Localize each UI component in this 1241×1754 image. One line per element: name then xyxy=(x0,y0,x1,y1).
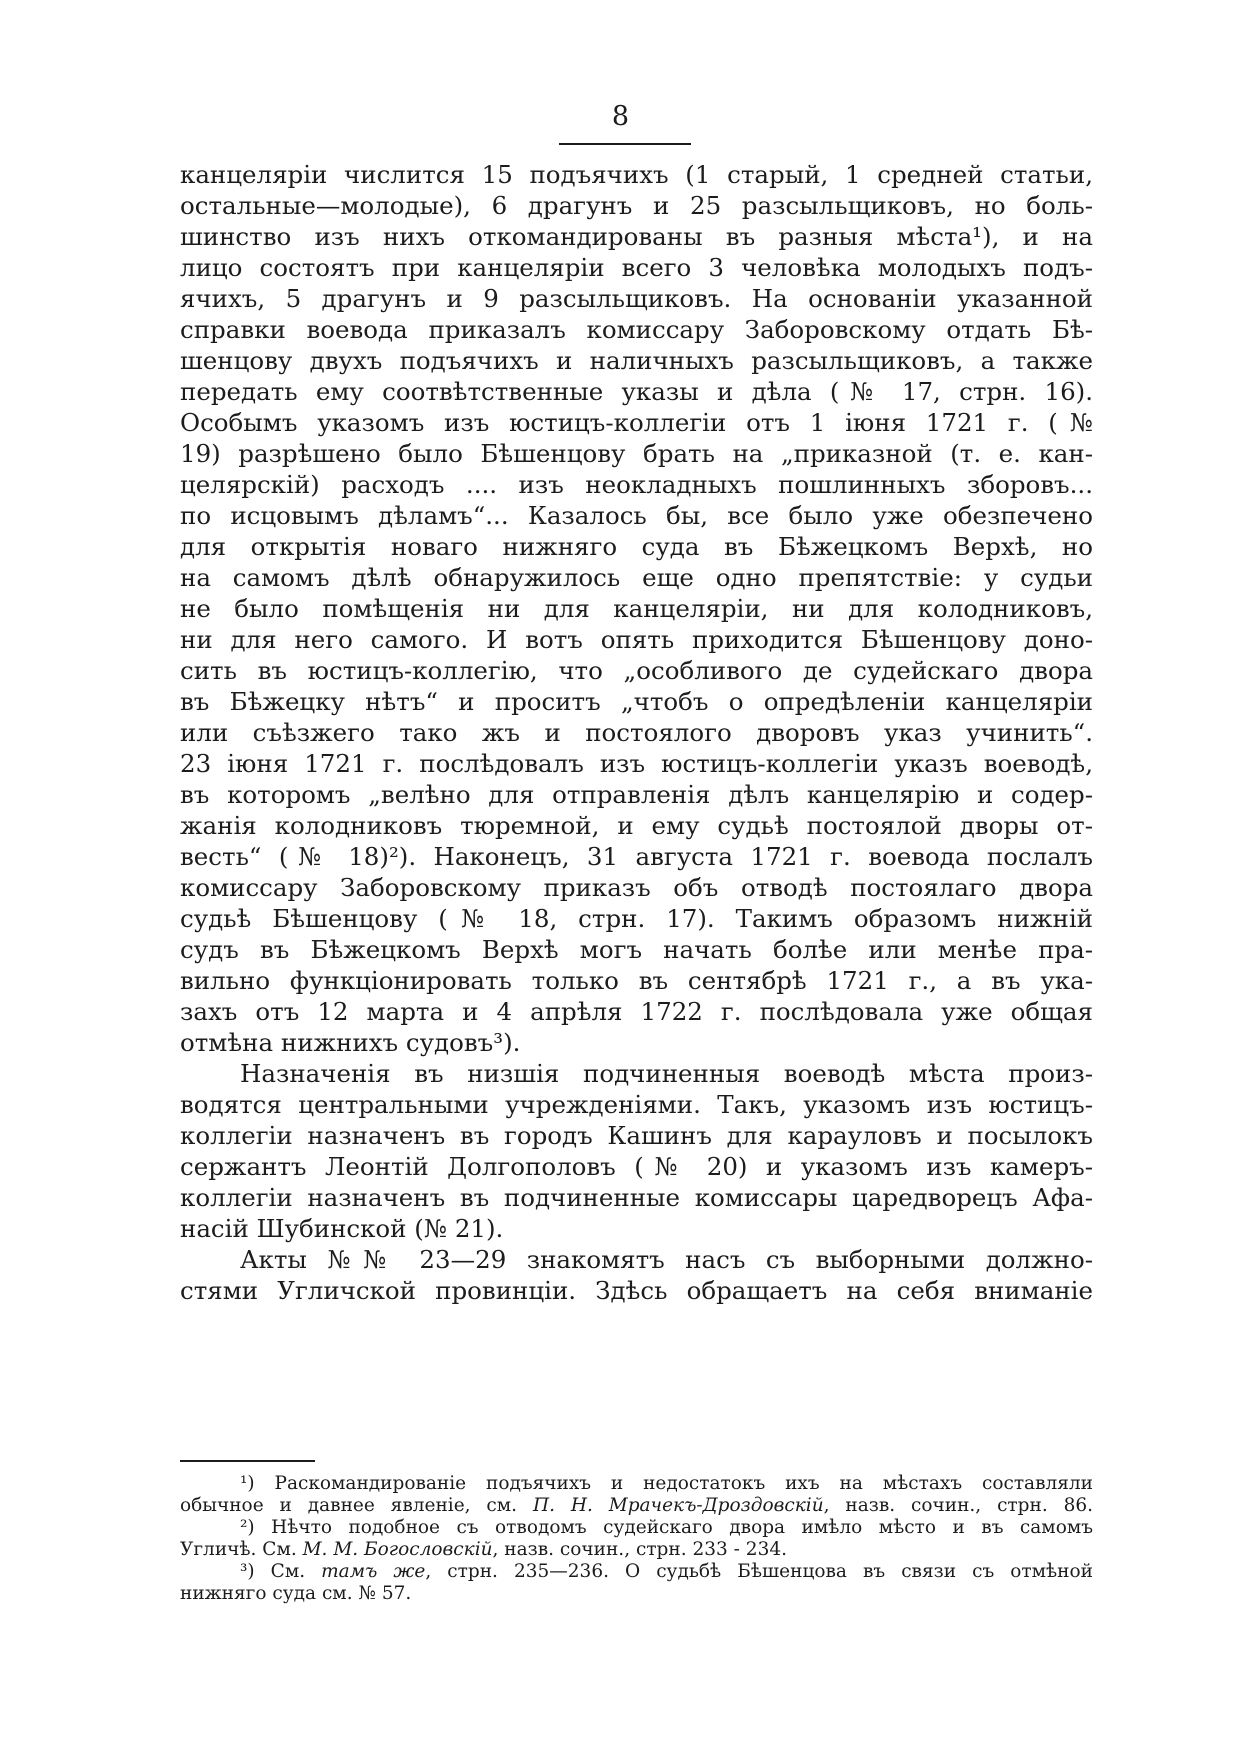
text-line: комиссару Заборовскому приказъ объ отводѣ постоялаго двора xyxy=(180,873,1093,902)
footnote-author: М. М. Богословскій xyxy=(302,1539,493,1560)
text-line: не было помѣщенія ни для канцеляріи, ни для колодниковъ, xyxy=(180,594,1093,623)
text-line: Особымъ указомъ изъ юстицъ-коллегіи отъ 1 іюня 1721 г. (№ xyxy=(180,408,1093,437)
text-line: сержантъ Леонтій Долгополовъ (№ 20) и указомъ изъ камеръ- xyxy=(180,1152,1093,1181)
text-line: Назначенія въ низшія подчиненныя воеводѣ мѣста произ- xyxy=(240,1059,1093,1088)
text-line: стями Угличской провинціи. Здѣсь обращаетъ на себя вниманіе xyxy=(180,1276,1093,1305)
footnote-2: ²) Нѣчто подобное съ отводомъ судейскаго двора имѣло мѣсто и въ самомъ xyxy=(240,1517,1093,1538)
footnote-rule xyxy=(180,1460,315,1462)
text-line: судьѣ Бѣшенцову (№ 18, стрн. 17). Такимъ образомъ нижній xyxy=(180,904,1093,933)
text-line: весть“ (№ 18)²). Наконецъ, 31 августа 1721 г. воевода послалъ xyxy=(180,842,1093,871)
footnote-text: ³) См. xyxy=(240,1561,322,1582)
page-number-rule xyxy=(559,143,691,145)
text-line: Акты №№ 23—29 знакомятъ насъ съ выборными должно- xyxy=(240,1245,1093,1274)
text-line: захъ отъ 12 марта и 4 апрѣля 1722 г. послѣдовала уже общая xyxy=(180,997,1093,1026)
footnote-3 xyxy=(240,1561,1093,1583)
text-line: для открытія новаго нижняго суда въ Бѣжецкомъ Верхѣ, но xyxy=(180,532,1093,561)
footnote-text: , назв. сочин., стрн. 233 - 234. xyxy=(492,1539,787,1560)
footnote-1: ¹) Раскомандированіе подъячихъ и недостатокъ ихъ на мѣстахъ составляли xyxy=(240,1473,1093,1494)
footnote-text: Угличѣ. См. xyxy=(180,1539,303,1560)
text-line: водятся центральными учрежденіями. Такъ, указомъ изъ юстицъ- xyxy=(180,1090,1093,1119)
text-line: лицо состоятъ при канцеляріи всего 3 человѣка молодыхъ подъ- xyxy=(180,253,1093,282)
footnote-3-cont: нижняго суда см. № 57. xyxy=(180,1583,412,1604)
text-line: насій Шубинской (№ 21). xyxy=(180,1214,504,1243)
text-line: вильно функціонировать только въ сентябрѣ 1721 г., а въ ука- xyxy=(180,966,1093,995)
text-line: или съѣзжего тако жъ и постоялого дворовъ указ учинить“. xyxy=(180,718,1093,747)
text-line: справки воевода приказалъ комиссару Заборовскому отдать Бѣ- xyxy=(180,315,1093,344)
text-line: жанія колодниковъ тюремной, и ему судьѣ постоялой дворы от- xyxy=(180,811,1093,840)
text-line: шенцову двухъ подъячихъ и наличныхъ разсыльщиковъ, а также xyxy=(180,346,1093,375)
text-line: 19) разрѣшено было Бѣшенцову брать на „приказной (т. е. кан- xyxy=(180,439,1093,468)
text-line: 23 іюня 1721 г. послѣдовалъ изъ юстицъ-коллегіи указъ воеводѣ, xyxy=(180,749,1093,778)
text-line: по исцовымъ дѣламъ“... Казалось бы, все было уже обезпечено xyxy=(180,501,1093,530)
text-line: ни для него самого. И вотъ опять приходится Бѣшенцову доно- xyxy=(180,625,1093,654)
text-line: въ Бѣжецку нѣтъ“ и проситъ „чтобъ о опредѣленіи канцеляріи xyxy=(180,687,1093,716)
footnote-2-cont xyxy=(180,1539,787,1561)
text-line: передать ему соотвѣтственные указы и дѣла (№ 17, стрн. 16). xyxy=(180,377,1093,406)
footnote-ref: тамъ же xyxy=(321,1561,426,1582)
text-line: остальные—молодые), 6 драгунъ и 25 разсыльщиковъ, но боль- xyxy=(180,191,1093,220)
text-line: коллегіи назначенъ въ городъ Кашинъ для карауловъ и посылокъ xyxy=(180,1121,1093,1150)
footnote-1-cont xyxy=(180,1495,1093,1517)
text-line: ячихъ, 5 драгунъ и 9 разсыльщиковъ. На основаніи указанной xyxy=(180,284,1093,313)
text-line: целярскій) расходъ .... изъ неокладныхъ пошлинныхъ зборовъ... xyxy=(180,470,1093,499)
text-line: коллегіи назначенъ въ подчиненные комиссары царедворецъ Афа- xyxy=(180,1183,1093,1212)
text-line: въ которомъ „велѣно для отправленія дѣлъ канцелярію и содер- xyxy=(180,780,1093,809)
text-line: сить въ юстицъ-коллегію, что „особливого де судейскаго двора xyxy=(180,656,1093,685)
text-line: шинство изъ нихъ откомандированы въ разныя мѣста¹), и на xyxy=(180,222,1093,251)
text-line: отмѣна нижнихъ судовъ³). xyxy=(180,1028,521,1057)
text-line: на самомъ дѣлѣ обнаружилось еще одно препятствіе: у судьи xyxy=(180,563,1093,592)
text-line: канцеляріи числится 15 подъячихъ (1 старый, 1 средней статьи, xyxy=(180,160,1093,189)
footnote-author: П. Н. Мрачекъ-Дроздовскій xyxy=(532,1495,824,1516)
footnote-text: , назв. сочин., стрн. 86. xyxy=(823,1495,1094,1516)
text-line: судъ въ Бѣжецкомъ Верхѣ могъ начать болѣе или менѣе пра- xyxy=(180,935,1093,964)
footnote-text: , стрн. 235—236. О судьбѣ Бѣшенцова въ связи съ отмѣной xyxy=(425,1561,1093,1582)
page-number: 8 xyxy=(611,101,630,132)
footnote-text: обычное и давнее явленіе, см. xyxy=(180,1495,533,1516)
